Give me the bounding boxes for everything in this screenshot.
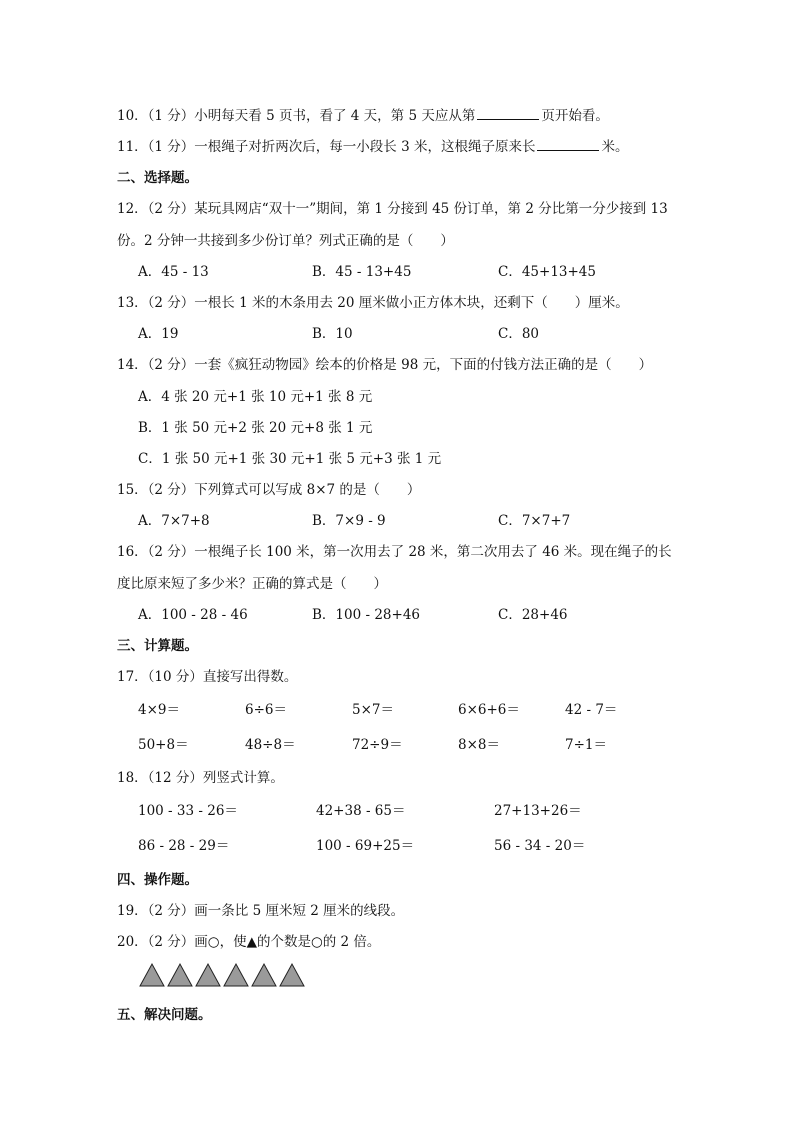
question-15: 15．（2 分）下列算式可以写成 8×7 的是（ ） <box>117 482 421 498</box>
option-c: C．45+13+45 <box>498 264 596 280</box>
question-20: 20．（2 分）画○，使▲的个数是○的 2 倍。 <box>117 934 381 950</box>
question-10-tail: 页开始看。 <box>541 108 609 124</box>
question-12-line1: 12．（2 分）某玩具网店“双十一”期间，第 1 分接到 45 份订单，第 2 分比第一分少接到 13 <box>117 201 668 217</box>
oral-calc-item: 6÷6＝ <box>245 702 287 718</box>
oral-calc-item: 5×7＝ <box>352 702 394 718</box>
triangle-row <box>138 962 308 988</box>
oral-calc-item: 42 - 7＝ <box>565 702 618 718</box>
question-10 <box>117 104 609 124</box>
oral-calc-item: 4×9＝ <box>138 702 180 718</box>
section-heading-calculation: 三、计算题。 <box>117 638 198 654</box>
option-a: A．19 <box>138 326 179 342</box>
option-b: B．7×9 - 9 <box>312 513 386 529</box>
triangle-icon <box>252 964 276 986</box>
question-12-line2: 份。2 分钟一共接到多少份订单？列式正确的是（ ） <box>117 233 454 249</box>
answer-blank[interactable] <box>537 137 599 151</box>
question-17: 17．（10 分）直接写出得数。 <box>117 669 298 685</box>
vertical-calc-item: 100 - 33 - 26＝ <box>138 803 238 819</box>
oral-calc-item: 8×8＝ <box>458 737 500 753</box>
triangle-icon <box>196 964 220 986</box>
option-b: B．10 <box>312 326 353 342</box>
vertical-calc-item: 42+38 - 65＝ <box>316 803 406 819</box>
section-heading-operation: 四、操作题。 <box>117 872 198 888</box>
oral-calc-item: 50+8＝ <box>138 737 189 753</box>
question-11 <box>117 135 628 155</box>
question-10-text: 10．（1 分）小明每天看 5 页书，看了 4 天，第 5 天应从第 <box>117 108 476 124</box>
oral-calc-item: 7÷1＝ <box>565 737 607 753</box>
question-19: 19．（2 分）画一条比 5 厘米短 2 厘米的线段。 <box>117 903 405 919</box>
triangle-icon <box>140 964 164 986</box>
question-18: 18．（12 分）列竖式计算。 <box>117 770 284 786</box>
option-a: A．45 - 13 <box>138 264 209 280</box>
question-16-line2: 度比原来短了多少米？正确的算式是（ ） <box>117 576 387 592</box>
triangle-icon <box>168 964 192 986</box>
option-a: A．7×7+8 <box>138 513 210 529</box>
vertical-calc-item: 56 - 34 - 20＝ <box>494 838 586 854</box>
question-11-text: 11．（1 分）一根绳子对折两次后，每一小段长 3 米，这根绳子原来长 <box>117 139 536 155</box>
option-c: C．80 <box>498 326 540 342</box>
oral-calc-item: 6×6+6＝ <box>458 702 520 718</box>
section-heading-choice: 二、选择题。 <box>117 170 198 186</box>
option-c: C．7×7+7 <box>498 513 571 529</box>
vertical-calc-item: 86 - 28 - 29＝ <box>138 838 230 854</box>
triangle-icon <box>224 964 248 986</box>
option-c: C．28+46 <box>498 607 568 623</box>
vertical-calc-item: 100 - 69+25＝ <box>316 838 415 854</box>
section-heading-problems: 五、解决问题。 <box>117 1007 212 1023</box>
vertical-calc-item: 27+13+26＝ <box>494 803 582 819</box>
answer-blank[interactable] <box>477 106 539 120</box>
question-16-line1: 16．（2 分）一根绳子长 100 米，第一次用去了 28 米，第二次用去了 46 米。现在绳子的长 <box>117 544 672 560</box>
question-13: 13．（2 分）一根长 1 米的木条用去 20 厘米做小正方体木块，还剩下（ ）厘米。 <box>117 295 629 311</box>
option-b: B．100 - 28+46 <box>312 607 420 623</box>
option-c: C．1 张 50 元+1 张 30 元+1 张 5 元+3 张 1 元 <box>138 451 442 467</box>
question-11-tail: 米。 <box>601 139 629 155</box>
oral-calc-item: 48÷8＝ <box>245 737 296 753</box>
triangle-icon <box>280 964 304 986</box>
triangles-figure <box>138 962 308 988</box>
option-a: A．100 - 28 - 46 <box>138 607 248 623</box>
option-b: B．1 张 50 元+2 张 20 元+8 张 1 元 <box>138 420 373 436</box>
option-a: A．4 张 20 元+1 张 10 元+1 张 8 元 <box>138 389 373 405</box>
question-14: 14．（2 分）一套《疯狂动物园》绘本的价格是 98 元，下面的付钱方法正确的是（ ） <box>117 357 653 373</box>
oral-calc-item: 72÷9＝ <box>352 737 403 753</box>
option-b: B．45 - 13+45 <box>312 264 412 280</box>
